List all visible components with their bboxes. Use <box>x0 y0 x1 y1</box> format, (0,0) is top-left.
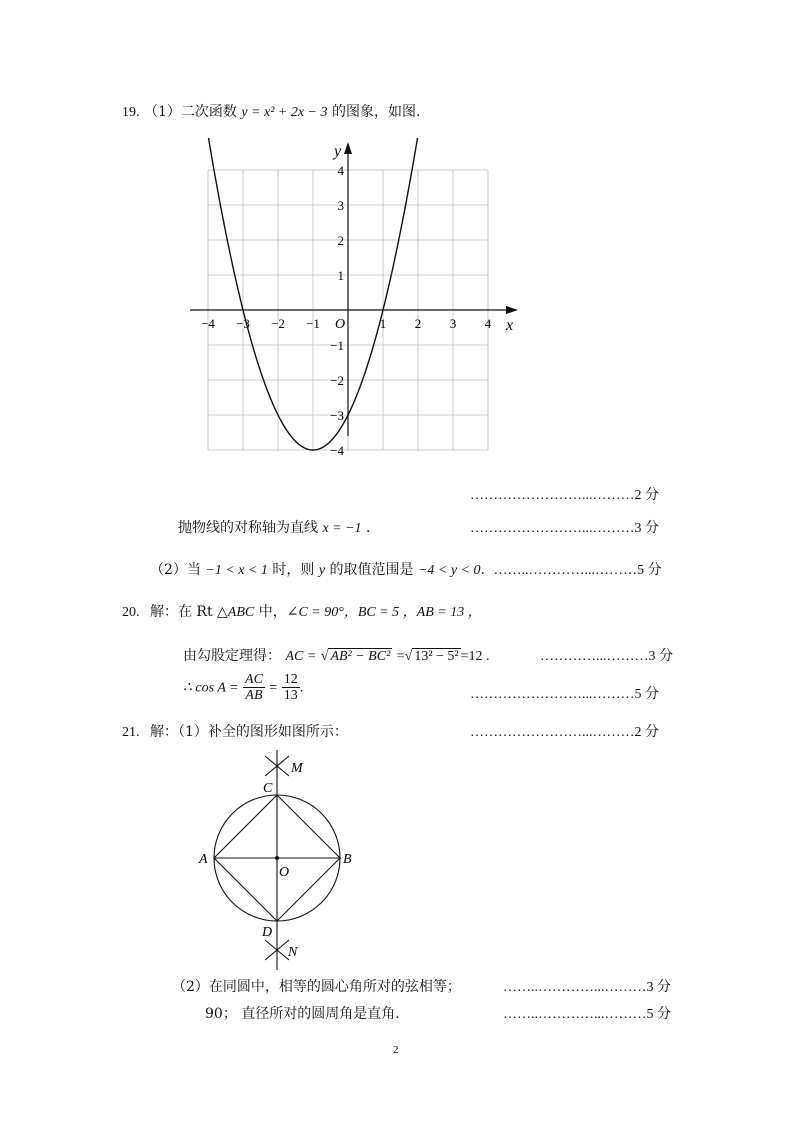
pyth-lhs: AC = <box>285 649 317 664</box>
y-tick-label: −1 <box>330 338 344 353</box>
chart-axes <box>190 142 518 436</box>
q21-part1: 解：（1）补全的图形如图所示： <box>149 724 348 740</box>
y-axis-label: y <box>334 143 342 160</box>
y-tick-label: 4 <box>337 163 344 178</box>
q21-score-3: ……..…………...………5 分 <box>503 1007 671 1022</box>
y-tick-label: 1 <box>337 268 344 283</box>
x-tick-label: 2 <box>414 316 422 331</box>
center-point <box>275 856 279 860</box>
pythagoras-line: 由勾股定理得： AC = √ AB² − BC² =√ 13² − 5² =12 . <box>183 648 490 664</box>
part2-mid: 时，则 <box>272 562 315 578</box>
page-number: 2 <box>393 1044 399 1056</box>
x-tick-label: 1 <box>379 316 387 331</box>
x-tick-label: −2 <box>271 316 285 331</box>
axis-text: 抛物线的对称轴为直线 <box>178 520 318 536</box>
part1-suffix: 的图象，如图. <box>331 104 421 120</box>
pyth-radicand-1: AB² − BC² <box>330 649 391 664</box>
pyth-radicand-2: 13² − 5² <box>414 649 459 664</box>
x-axis-arrow <box>506 306 518 314</box>
question-number: 19. <box>122 105 140 120</box>
part2-mid2: 的取值范围是 <box>329 562 414 578</box>
frac2-numerator: 12 <box>283 672 298 687</box>
label-b: B <box>343 852 352 867</box>
circle-construction-figure <box>195 748 375 973</box>
y-tick-label: −3 <box>330 408 344 423</box>
label-c: C <box>263 781 273 796</box>
part1-prefix: （1）二次函数 <box>143 104 237 120</box>
y-tick-label: −4 <box>330 443 344 458</box>
q19-header <box>122 101 420 121</box>
q19-part2 <box>150 559 661 579</box>
frac1-denominator: AB <box>245 688 263 703</box>
q21-score-1: ……………………...………2 分 <box>470 725 659 740</box>
q21-part2b: 90； 直径所对的圆周角是直角. <box>205 1006 400 1022</box>
part2-range: −4 < y < 0 <box>417 563 481 578</box>
q20-score-1: …………...………3 分 <box>540 649 673 664</box>
x-axis-label: x <box>506 317 514 334</box>
q21-header <box>122 721 348 741</box>
parabola-chart <box>185 138 525 468</box>
symmetry-axis-line <box>178 517 370 537</box>
q20-intro: 解：在 Rt △ <box>149 604 228 620</box>
x-tick-label: −1 <box>306 316 320 331</box>
y-tick-label: 3 <box>337 198 344 213</box>
label-n: N <box>288 945 298 960</box>
y-axis-arrow <box>344 142 352 154</box>
y-tick-label: −2 <box>330 373 344 388</box>
frac2-denominator: 13 <box>283 688 298 703</box>
q19-score-3: ……..…………...………5 分 <box>493 563 662 578</box>
y-tick-label: 2 <box>337 233 344 248</box>
x-tick-label: −4 <box>201 316 215 331</box>
question-number: 21. <box>122 725 140 740</box>
frac1-numerator: AC <box>245 672 263 687</box>
x-tick-label: −3 <box>236 316 250 331</box>
q19-score-2: ……………………...………3 分 <box>470 521 659 536</box>
label-a: A <box>199 852 208 867</box>
q20-mid: 中，∠ <box>254 604 299 620</box>
x-tick-label: 4 <box>484 316 492 331</box>
axis-equation: x = −1 <box>322 521 362 536</box>
triangle-name: ABC <box>227 605 255 620</box>
label-o: O <box>279 865 290 880</box>
q21-part2a: （2）在同圆中，相等的圆心角所对的弦相等； <box>172 979 461 995</box>
q20-score-2: ……………………...………5 分 <box>470 687 659 702</box>
label-d: D <box>262 925 273 940</box>
origin-label: O <box>335 317 346 332</box>
part2-prefix: （2）当 <box>150 562 201 578</box>
x-tick-label: 3 <box>449 316 457 331</box>
label-m: M <box>291 761 303 776</box>
q19-score-1: ……………………...………2 分 <box>470 488 659 503</box>
pyth-result: =12 . <box>460 649 490 664</box>
q21-score-2: ……..…………...………3 分 <box>503 980 671 995</box>
part2-var: y <box>318 563 326 578</box>
function-expression: y = x² + 2x − 3 <box>241 105 328 120</box>
q20-header <box>122 601 482 621</box>
question-number: 20. <box>122 605 140 620</box>
part2-condition: −1 < x < 1 <box>205 563 268 578</box>
cos-lhs: ∴ cos A = <box>183 680 239 696</box>
part2-end: . <box>480 562 485 578</box>
q20-given: C = 90°，BC = 5 ，AB = 13 ， <box>298 605 482 620</box>
pyth-prefix: 由勾股定理得： <box>183 648 281 664</box>
axis-suffix: . <box>366 520 371 536</box>
cosine-line: ∴ cos A = $\frac{AC}{AB}$ = $\frac{12}{13}$ . <box>183 672 304 703</box>
